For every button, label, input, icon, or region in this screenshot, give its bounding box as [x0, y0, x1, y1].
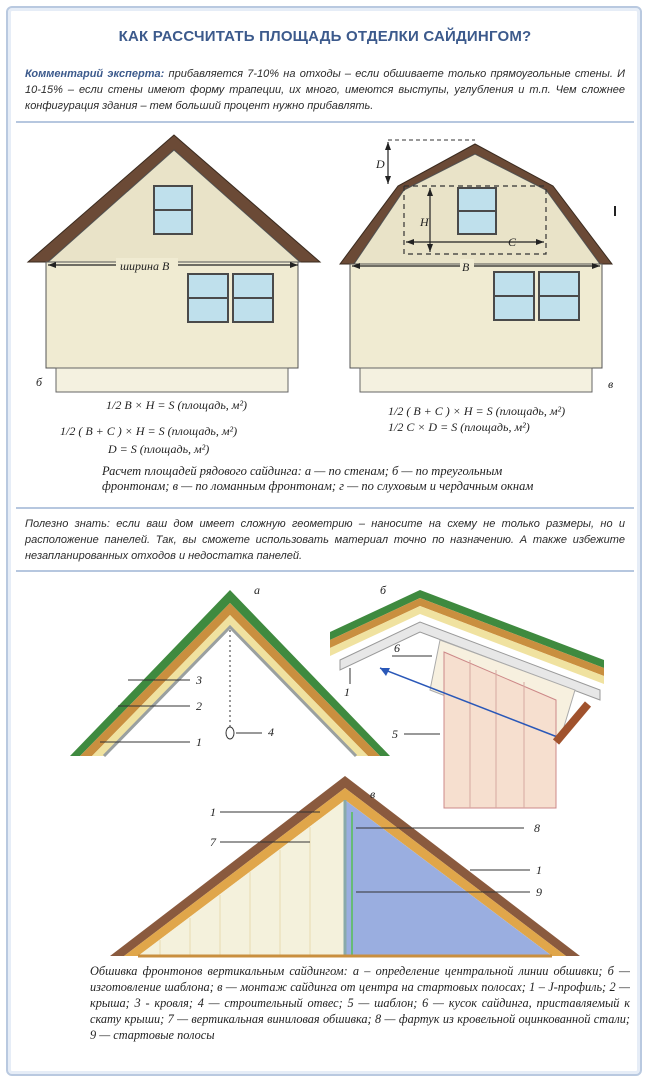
gable-b	[330, 583, 604, 808]
letter-b2: б	[380, 583, 387, 597]
formula-left-1: 1/2 B × H = S (площадь, м²)	[106, 398, 248, 412]
expert-note-text: прибавляется 7-10% на отходы – если обшиваете только прямоугольные стены. И 10-15% – если стены имеют форму трапеции, их много, имеются выступы, углубления и т.п. Чем сложнее конфигурация здания – тем больший процент нужно прибавлять.	[25, 68, 626, 112]
callout-v-1: 1	[210, 805, 216, 819]
callout-b-6: 6	[394, 641, 400, 655]
d-label: D	[376, 157, 385, 171]
formula-left-3: D = S (площадь, м²)	[108, 442, 210, 456]
callout-v-9: 9	[536, 885, 542, 899]
callout-a-2: 2	[196, 699, 202, 713]
letter-a: а	[254, 583, 260, 597]
diagram2-caption: Обшивка фронтонов вертикальным сайдингом: а – определение центральной линии обшивки; б — изготовление шаблона; в — монтаж сайдинга от центра на стартовых полосах; 1 – J-профиль; 2 — крыша; 3 - кровля; 4 — строительный отвес; 5 — шаблон; 6 — кусок сайдинга, приставляемый к скату крыши; 7 — вертикальная виниловая обшивка; 8 — фартук из кровельной оцинкованной стали; 9 — стартовые полосы	[90, 964, 630, 1042]
callout-a-3: 3	[196, 673, 202, 687]
letter-b: б	[36, 375, 43, 389]
b-label: B	[462, 260, 470, 274]
expert-note-label: Комментарий эксперта:	[25, 68, 165, 80]
c-label: C	[508, 235, 517, 249]
diagram1-caption: Расчет площадей рядового сайдинга: а — по стенам; б — по треугольным фронтонам; в — по ломанным фронтонам; г — по слуховым и чердачным окнам	[102, 464, 534, 493]
callout-a-4: 4	[268, 725, 274, 739]
useful-note: Полезно знать: если ваш дом имеет сложную геометрию – наносите на схему не только размеры, но и расположение панелей. Так, вы сможете использовать материал точно по назначению. А также избежите незапланированных отходов и недостатка панелей.	[25, 518, 625, 562]
width-b-label: ширина B	[120, 259, 170, 273]
h-label: H	[420, 215, 429, 229]
callout-b-5: 5	[392, 727, 398, 741]
letter-v2: в	[370, 787, 376, 801]
callout-v-1b: 1	[536, 863, 542, 877]
callout-v-7: 7	[210, 835, 216, 849]
callout-v-8: 8	[534, 821, 540, 835]
letter-v: в	[608, 377, 614, 391]
callout-a-1: 1	[196, 735, 202, 749]
formula-right-2: 1/2 C × D = S (площадь, м²)	[388, 420, 530, 434]
formula-left-2: 1/2 ( B + C ) × H = S (площадь, м²)	[60, 424, 238, 438]
formula-right-1: 1/2 ( B + C ) × H = S (площадь, м²)	[388, 404, 566, 418]
callout-b-1: 1	[344, 685, 350, 699]
page-title: КАК РАССЧИТАТЬ ПЛОЩАДЬ ОТДЕЛКИ САЙДИНГОМ?	[118, 28, 532, 45]
